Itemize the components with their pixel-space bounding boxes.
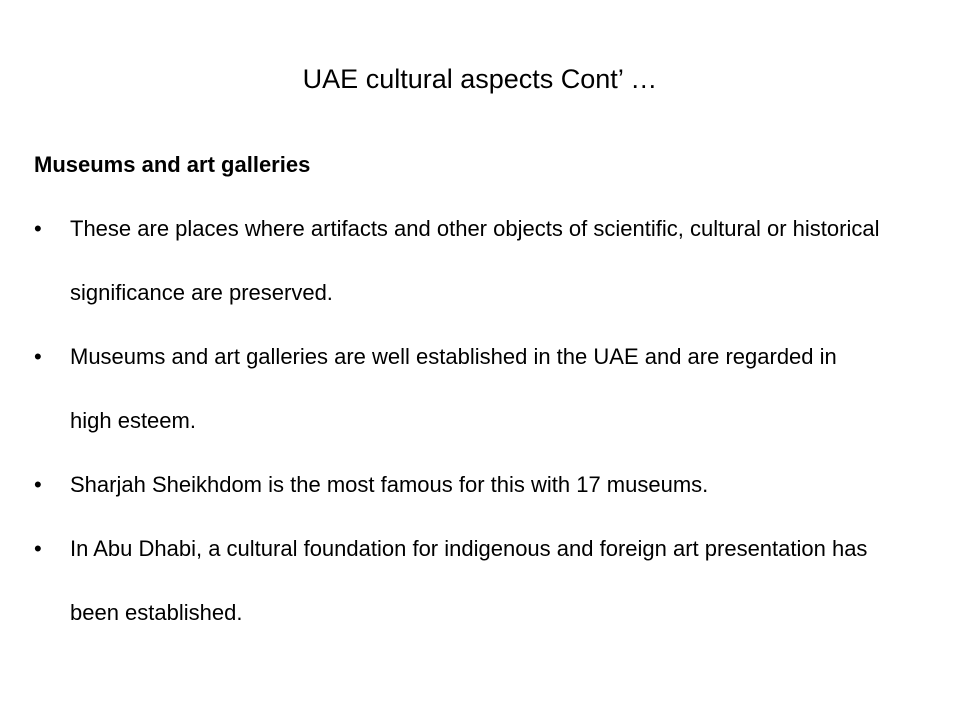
- bullet-text: Museums and art galleries are well established in the UAE and are regarded in high esteem.: [70, 344, 837, 433]
- bullet-item: [34, 325, 914, 453]
- bullet-item: [34, 453, 914, 517]
- slide-title: UAE cultural aspects Cont’ …: [302, 64, 658, 94]
- bullet-text: Sharjah Sheikhdom is the most famous for this with 17 museums.: [70, 472, 709, 497]
- bullet-list: [34, 197, 914, 645]
- bullet-item: [34, 517, 914, 645]
- bullet-text: These are places where artifacts and other objects of scientific, cultural or historical significance are preserved.: [70, 216, 880, 305]
- bullet-text: In Abu Dhabi, a cultural foundation for indigenous and foreign art presentation has been established.: [70, 536, 868, 625]
- bullet-icon: •: [34, 536, 42, 561]
- bullet-icon: •: [34, 216, 42, 241]
- bullet-icon: •: [34, 472, 42, 497]
- bullet-icon: •: [34, 344, 42, 369]
- section-heading: Museums and art galleries: [34, 152, 311, 177]
- bullet-item: [34, 197, 914, 325]
